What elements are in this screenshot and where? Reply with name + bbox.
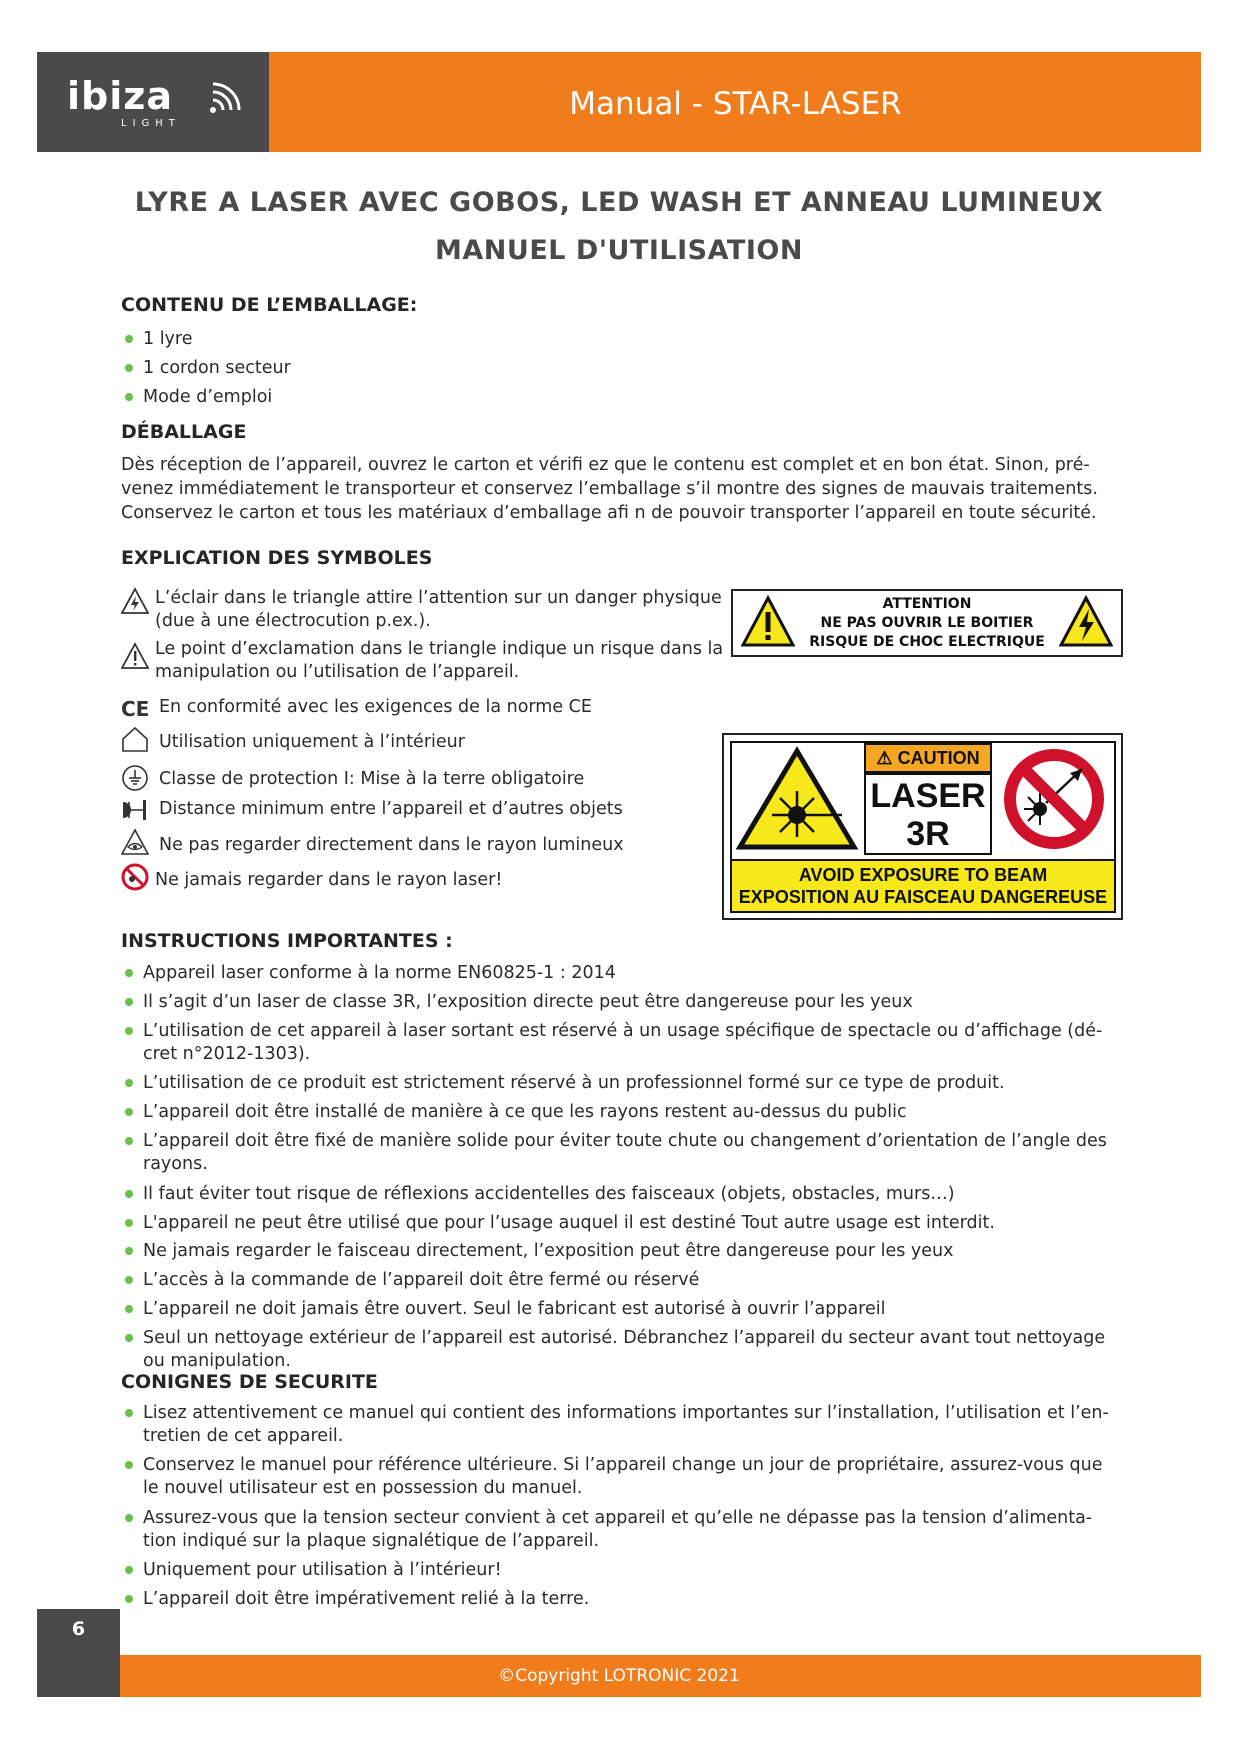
- eye-warning-icon: [121, 828, 149, 856]
- symboles-heading: EXPLICATION DES SYMBOLES: [121, 547, 433, 569]
- instructions-heading: INSTRUCTIONS IMPORTANTES :: [121, 930, 453, 952]
- lightning-triangle-icon: [1059, 595, 1113, 649]
- symbol-row: Ne jamais regarder dans le rayon laser!: [121, 869, 741, 897]
- list-item: L’utilisation de ce produit est strictement réservé à un professionnel formé sur ce type de produit.: [121, 1072, 1143, 1095]
- securite-heading: CONIGNES DE SECURITE: [121, 1371, 378, 1393]
- exclamation-triangle-icon: [741, 595, 795, 649]
- warning-icon: ⚠: [876, 748, 893, 768]
- symbol-row: Ne pas regarder directement dans le rayon lumineux: [121, 834, 741, 862]
- page-number: 6: [71, 1618, 86, 1640]
- deballage-heading: DÉBALLAGE: [121, 421, 247, 443]
- symbol-row: Classe de protection I: Mise à la terre obligatoire: [121, 768, 741, 796]
- lightning-triangle-icon: [121, 587, 149, 615]
- list-item: Conservez le manuel pour référence ultérieure. Si l’appareil change un jour de propriétaire, assurez-vous que le nouvel utilisateur est en possession du manuel.: [121, 1454, 1143, 1500]
- list-item: L’appareil doit être installé de manière à ce que les rayons restent au-dessus du public: [121, 1101, 1143, 1124]
- symbol-row: Le point d’exclamation dans le triangle indique un risque dans la manipulation ou l’utilisation de l’appareil.: [121, 638, 741, 686]
- deballage-line: Conservez le carton et tous les matériaux d’emballage afi n de pouvoir transporter l’appareil en toute sécurité.: [121, 503, 1097, 523]
- distance-icon: [121, 796, 149, 824]
- logo: [37, 52, 269, 152]
- laser-caution-label: [722, 733, 1123, 920]
- list-item: 1 cordon secteur: [121, 357, 291, 380]
- list-item: Uniquement pour utilisation à l’intérieur!: [121, 1559, 1143, 1582]
- list-item: L’appareil doit être impérativement relié à la terre.: [121, 1588, 1143, 1611]
- deballage-line: venez immédiatement le transporteur et conservez l’emballage s’il montre des signes de mauvais traitements.: [121, 479, 1098, 499]
- list-item: Lisez attentivement ce manuel qui contient des informations importantes sur l’installation, l’utilisation et l’en- tretien de cet appareil.: [121, 1402, 1143, 1448]
- doc-subtitle: MANUEL D'UTILISATION: [435, 235, 803, 266]
- list-item: Appareil laser conforme à la norme EN60825-1 : 2014: [121, 962, 1143, 985]
- list-item: L’utilisation de cet appareil à laser sortant est réservé à un usage spécifique de spectacle ou d’affichage (dé- cret n°2012-1303).: [121, 1020, 1143, 1066]
- exclamation-triangle-icon: [121, 642, 149, 670]
- list-item: Il s’agit d’un laser de classe 3R, l’exposition directe peut être dangereuse pour les yeux: [121, 991, 1143, 1014]
- list-item: Seul un nettoyage extérieur de l’appareil est autorisé. Débranchez l’appareil du secteur avant tout nettoyage ou manipulation.: [121, 1327, 1143, 1373]
- avoid-exposure-banner: AVOID EXPOSURE TO BEAM EXPOSITION AU FAISCEAU DANGEREUSE: [732, 859, 1114, 911]
- deballage-line: Dès réception de l’appareil, ouvrez le carton et vérifi ez que le contenu est complet et en bon état. Sinon, pré-: [121, 455, 1090, 475]
- electric-warning-label: [731, 589, 1123, 657]
- laser-radiation-icon: [732, 743, 862, 857]
- warning-line: NE PAS OUVRIR LE BOITIER: [820, 615, 1034, 631]
- symbol-row: CE En conformité avec les exigences de la norme CE: [121, 696, 741, 724]
- ground-icon: [121, 764, 149, 792]
- header-title: Manual - STAR-LASER: [569, 86, 902, 122]
- house-icon: [121, 725, 149, 753]
- list-item: Il faut éviter tout risque de réflexions accidentelles des faisceaux (objets, obstacles, murs…): [121, 1183, 1143, 1206]
- no-laser-icon: [121, 863, 149, 891]
- list-item: L’accès à la commande de l’appareil doit être fermé ou réservé: [121, 1269, 1143, 1292]
- laser-class-box: LASER 3R: [864, 773, 992, 855]
- symbol-row: Utilisation uniquement à l’intérieur: [121, 731, 741, 763]
- symbol-row: Distance minimum entre l’appareil et d’autres objets: [121, 798, 741, 826]
- list-item: L’appareil ne doit jamais être ouvert. Seul le fabricant est autorisé à ouvrir l’appareil: [121, 1298, 1143, 1321]
- warning-line: ATTENTION: [882, 596, 972, 612]
- warning-line: RISQUE DE CHOC ELECTRIQUE: [809, 634, 1045, 650]
- logo-text: ibiza: [67, 74, 174, 118]
- contenu-heading: CONTENU DE L’EMBALLAGE:: [121, 294, 418, 316]
- svg-text:CE: CE: [121, 697, 149, 721]
- symbol-row: L’éclair dans le triangle attire l’attention sur un danger physique (due à une électrocution p.ex.).: [121, 587, 741, 635]
- logo-subtext: LIGHT: [121, 118, 181, 129]
- list-item: Mode d’emploi: [121, 386, 272, 409]
- ce-mark-icon: [121, 696, 149, 724]
- wifi-waves-icon: [205, 78, 245, 118]
- list-item: L’appareil doit être fixé de manière solide pour éviter toute chute ou changement d’orientation de l’angle des rayons.: [121, 1130, 1143, 1176]
- list-item: Ne jamais regarder le faisceau directement, l’exposition peut être dangereuse pour les yeux: [121, 1240, 1143, 1263]
- no-laser-icon: [994, 743, 1114, 857]
- copyright: ©Copyright LOTRONIC 2021: [498, 1666, 740, 1686]
- list-item: Assurez-vous que la tension secteur convient à cet appareil et qu’elle ne dépasse pas la tension d’alimenta- tion indiqué sur la plaque signalétique de l’appareil.: [121, 1507, 1143, 1553]
- list-item: L'appareil ne peut être utilisé que pour l’usage auquel il est destiné Tout autre usage est interdit.: [121, 1212, 1143, 1235]
- doc-title: LYRE A LASER AVEC GOBOS, LED WASH ET ANNEAU LUMINEUX: [134, 187, 1104, 218]
- caution-badge: ⚠ CAUTION: [864, 743, 992, 773]
- list-item: 1 lyre: [121, 328, 193, 351]
